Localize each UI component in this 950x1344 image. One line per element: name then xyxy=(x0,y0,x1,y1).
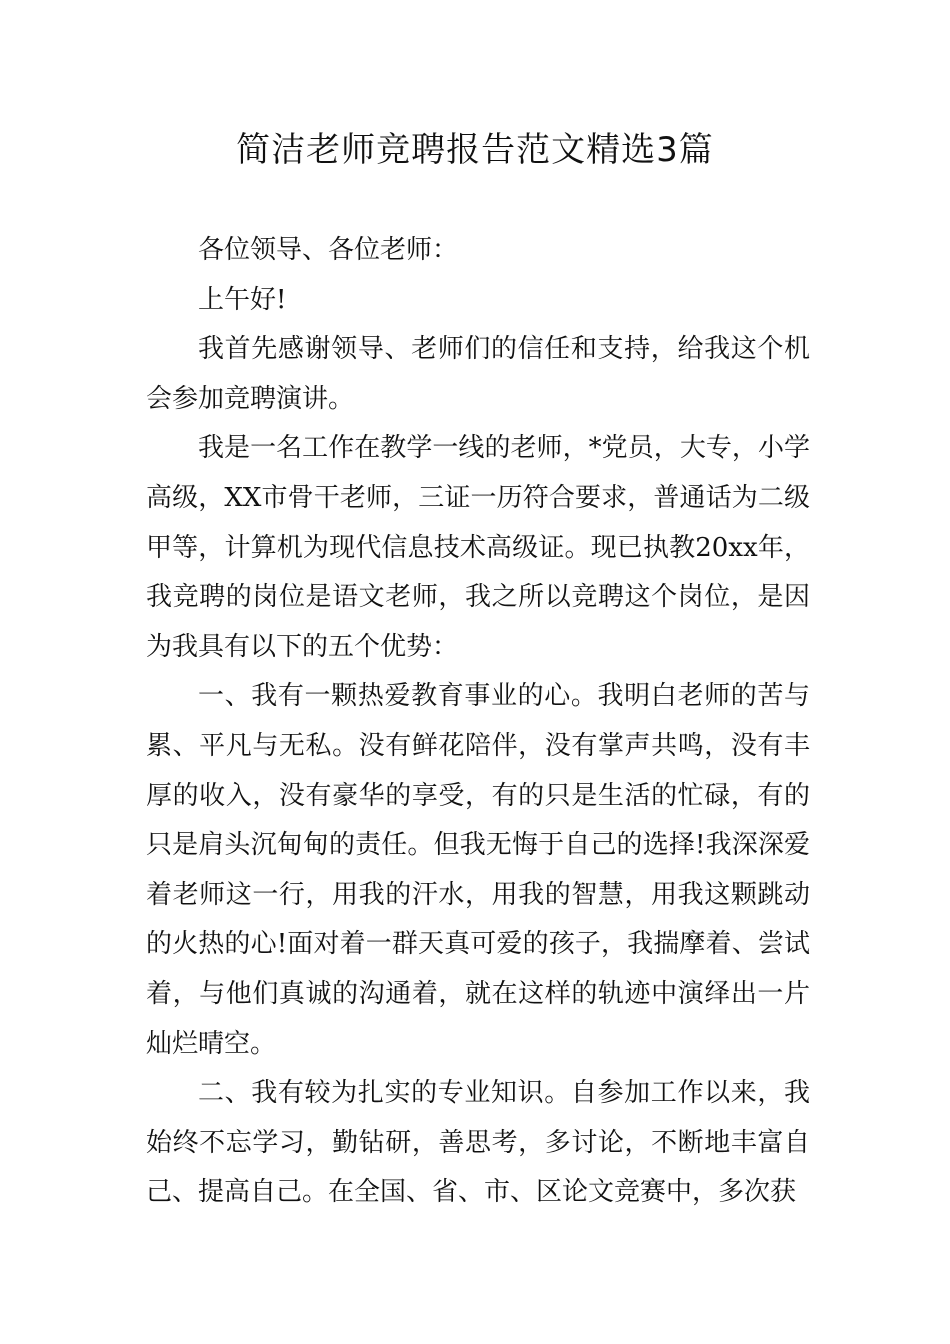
paragraph-good-morning: 上午好! xyxy=(198,284,287,315)
paragraph-advantage-two: 二、我有较为扎实的专业知识。自参加工作以来，我始终不忘学习，勤钻研，善思考，多讨论，不断地丰富自己、提高自己。在全国、省、市、区论文竞赛中，多次获 xyxy=(146,1078,810,1208)
paragraph-greeting: 各位领导、各位老师： xyxy=(198,235,459,265)
paragraph-thanks: 我首先感谢领导、老师们的信任和支持，给我这个机会参加竞聘演讲。 xyxy=(146,334,810,414)
paragraph-self-introduction: 我是一名工作在教学一线的老师，*党员，大专，小学高级，XX市骨干老师，三证一历符合要求，普通话为二级甲等，计算机为现代信息技术高级证。现已执教20xx年，我竞聘的岗位是语文老师，我之所以竞聘这个岗位，是因为我具有以下的五个优势： xyxy=(146,433,810,662)
document-body xyxy=(146,226,810,1218)
paragraph-advantage-one: 一、我有一颗热爱教育事业的心。我明白老师的苦与累、平凡与无私。没有鲜花陪伴，没有掌声共鸣，没有丰厚的收入，没有豪华的享受，有的只是生活的忙碌，有的只是肩头沉甸甸的责任。但我无悔于自己的选择!我深深爱着老师这一行，用我的汗水，用我的智慧，用我这颗跳动的火热的心!面对着一群天真可爱的孩子，我揣摩着、尝试着，与他们真诚的沟通着，就在这样的轨迹中演绎出一片灿烂晴空。 xyxy=(146,681,810,1059)
document-title: 简洁老师竞聘报告范文精选3篇 xyxy=(236,130,714,170)
